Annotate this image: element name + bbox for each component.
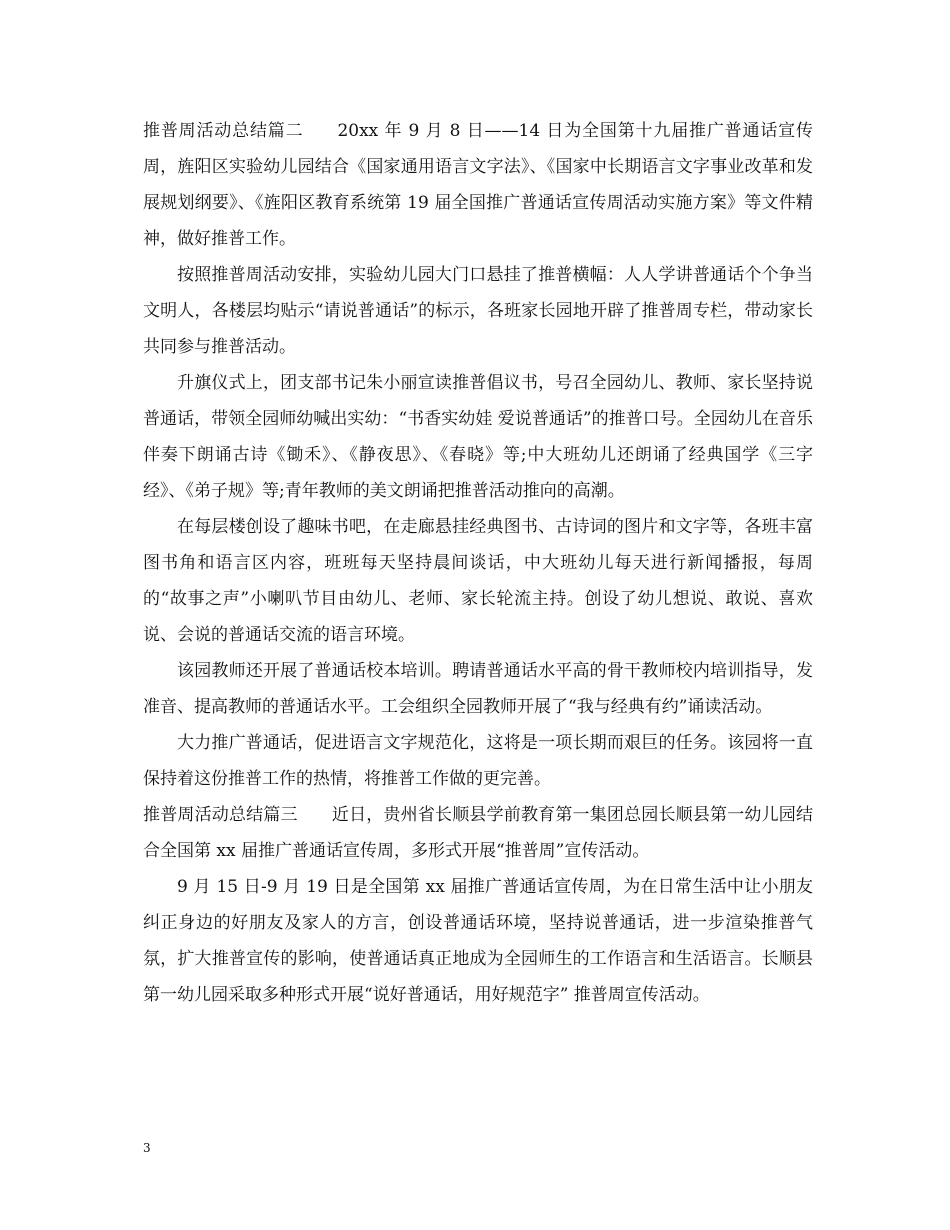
paragraph-promotion-week: 9 月 15 日-9 月 19 日是全国第 xx 届推广普通话宣传周，为在日常生活中让小朋友纠正身边的好朋友及家人的方言，创设普通话环境，坚持说普通话，进一步渲染推普气氛，扩大推普宣传的影响，使普通话真正地成为全园师生的工作语言和生活语言。长顺县第一幼儿园采取多种形式开展“说好普通话，用好规范字” 推普周宣传活动。 (143, 877, 813, 1005)
paragraph-section-three-intro (143, 797, 813, 869)
document-body (143, 113, 813, 1013)
paragraph-reading-corner: 在每层楼创设了趣味书吧，在走廊悬挂经典图书、古诗词的图片和文字等，各班丰富图书角和语言区内容，班班每天坚持晨间谈话，中大班幼儿每天进行新闻播报，每周的“故事之声”小喇叭节目由幼儿、老师、家长轮流主持。创设了幼儿想说、敢说、喜欢说、会说的普通话交流的语言环境。 (143, 517, 813, 645)
section-heading-three: 推普周活动总结篇三 (143, 805, 298, 825)
paragraph-text: 近日，贵州省长顺县学前教育第一集团总园长顺县第一幼儿园结合全国第 xx 届推广普通话宣传周，多形式开展“推普周”宣传活动。 (143, 805, 813, 861)
paragraph-teacher-training: 该园教师还开展了普通话校本培训。聘请普通话水平高的骨干教师校内培训指导，发准音、提高教师的普通话水平。工会组织全园教师开展了“我与经典有约”诵读活动。 (143, 661, 813, 717)
paragraph-text: 20xx 年 9 月 8 日——14 日为全国第十九届推广普通话宣传周，旌阳区实验幼儿园结合《国家通用语言文字法》、《国家中长期语言文字事业改革和发展规划纲要》、《旌阳区教育系统第 19 届全国推广普通话宣传周活动实施方案》等文件精神，做好推普工作。 (143, 121, 813, 249)
paragraph-flag-ceremony: 升旗仪式上，团支部书记朱小丽宣读推普倡议书，号召全园幼儿、教师、家长坚持说普通话，带领全园师幼喊出实幼：“书香实幼娃 爱说普通话”的推普口号。全园幼儿在音乐伴奏下朗诵古诗《锄禾》、《静夜思》、《春晓》等;中大班幼儿还朗诵了经典国学《三字经》、《弟子规》等;青年教师的美文朗诵把推普活动推向的高潮。 (143, 373, 813, 501)
paragraph-conclusion: 大力推广普通话，促进语言文字规范化，这将是一项长期而艰巨的任务。该园将一直保持着这份推普工作的热情，将推普工作做的更完善。 (143, 733, 813, 789)
paragraph-section-two-intro (143, 113, 813, 257)
section-heading-two: 推普周活动总结篇二 (143, 121, 304, 141)
page-number: 3 (143, 1141, 151, 1155)
paragraph-banner: 按照推普周活动安排，实验幼儿园大门口悬挂了推普横幅：人人学讲普通话个个争当文明人，各楼层均贴示“请说普通话”的标示，各班家长园地开辟了推普周专栏，带动家长共同参与推普活动。 (143, 265, 813, 357)
